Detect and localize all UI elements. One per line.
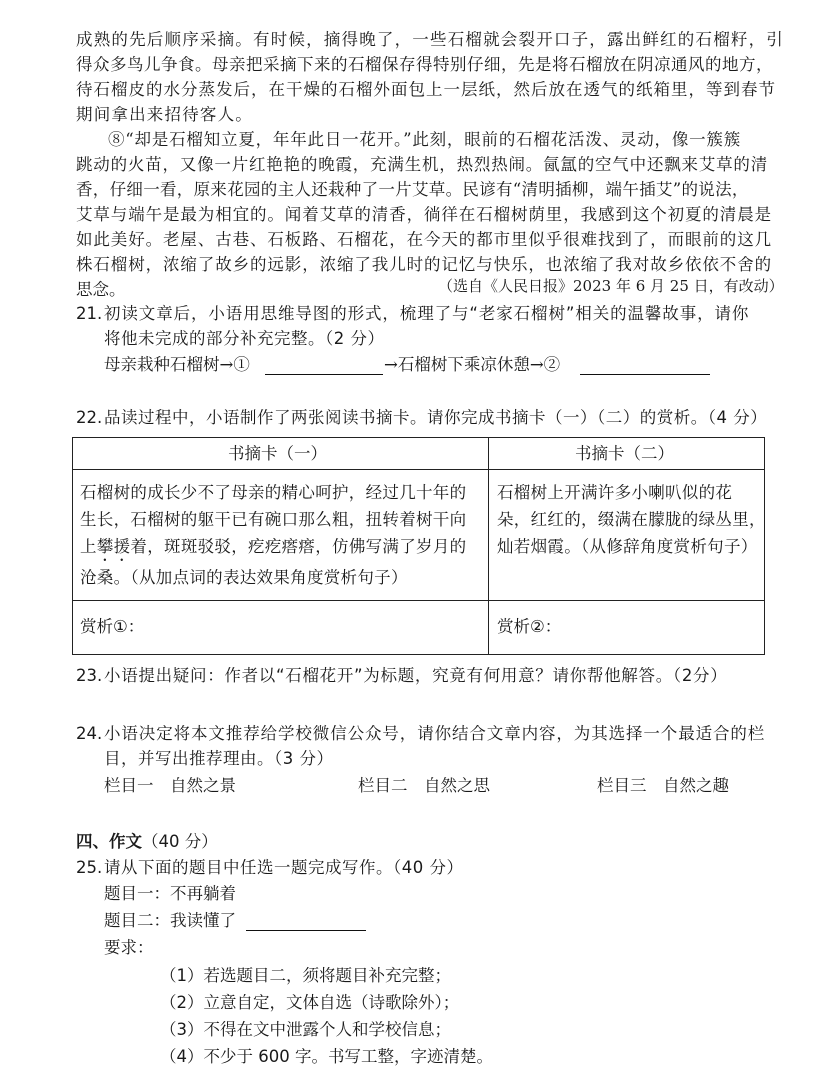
requirements-label: 要求： <box>104 938 154 957</box>
card1-header: 书摘卡（一） <box>228 444 327 463</box>
question-text: 小语提出疑问：作者以“石榴花开”为标题，究竟有何用意？请你帮他解答。（2分） <box>104 666 728 685</box>
answer-blank-2[interactable] <box>580 357 710 375</box>
question-number: 25. <box>76 858 103 877</box>
card2-text: 灿若烟霞。（从修辞角度赏析句子） <box>497 537 758 556</box>
card1-text <box>80 535 466 565</box>
card2-text: 朵，红红的，缀满在朦胧的绿丛里， <box>497 510 766 529</box>
question-number: 24. <box>76 724 103 743</box>
question-text: 品读过程中，小语制作了两张阅读书摘卡。请你完成书摘卡（一）（二）的赏析。（4 分） <box>104 408 768 427</box>
source-citation: （选自《人民日报》2023 年 6 月 25 日，有改动） <box>438 277 784 295</box>
passage-line: 香，仔细一看，原来花园的主人还栽种了一片艾草。民谚有“清明插柳，端午插艾”的说法， <box>76 180 749 199</box>
answer-label-1[interactable]: 赏析①： <box>80 617 145 636</box>
card1-text: 石榴树的成长少不了母亲的精心呵护，经过几十年的 <box>80 483 467 502</box>
column-option-2[interactable]: 栏目二 自然之思 <box>358 776 490 795</box>
question-text: 将他未完成的部分补充完整。（2 分） <box>104 329 385 348</box>
requirement-item: （1）若选题目二，须将题目补充完整； <box>160 966 451 985</box>
card2-text: 石榴树上开满许多小喇叭似的花 <box>497 483 733 502</box>
requirement-item: （2）立意自定，文体自选（诗歌除外）； <box>160 993 460 1012</box>
answer-label-2[interactable]: 赏析②： <box>497 617 562 636</box>
section-score: （40 分） <box>142 832 218 851</box>
passage-line: 得众多鸟儿争食。母亲把采摘下来的石榴保存得特别仔细，先是将石榴放在阴凉通风的地方， <box>76 55 773 74</box>
essay-topic-1: 题目一：不再躺着 <box>104 884 236 903</box>
question-number: 21. <box>76 304 103 323</box>
card1-text: 沧桑。（从加点词的表达效果角度赏析句子） <box>80 568 408 587</box>
question-text: 目，并写出推荐理由。（3 分） <box>104 749 334 768</box>
flow-middle: →石榴树下乘凉休憩→② <box>384 355 561 374</box>
question-text: 请从下面的题目中任选一题完成写作。（40 分） <box>104 858 464 877</box>
section-title-text: 四、作文 <box>76 832 142 851</box>
passage-line: 待石榴皮的水分蒸发后，在干燥的石榴外面包上一层纸，然后放在透气的纸箱里，等到春节 <box>76 80 776 99</box>
passage-line: 期间拿出来招待客人。 <box>76 105 253 124</box>
flow-start: 母亲栽种石榴树→① <box>104 355 250 374</box>
answer-blank-1[interactable] <box>265 357 383 375</box>
column-option-3[interactable]: 栏目三 自然之趣 <box>597 776 729 795</box>
question-text: 初读文章后，小语用思维导图的形式，梳理了与“老家石榴树”相关的温馨故事，请你 <box>104 304 750 323</box>
requirement-item: （3）不得在文中泄露个人和学校信息； <box>160 1020 451 1039</box>
passage-line: 跳动的火苗，又像一片红艳艳的晚霞，充满生机，热烈热闹。氤氲的空气中还飘来艾草的清 <box>76 155 768 174</box>
passage-line: 成熟的先后顺序采摘。有时候，摘得晚了，一些石榴就会裂开口子，露出鲜红的石榴籽，引 <box>76 30 784 49</box>
question-text: 小语决定将本文推荐给学校微信公众号，请你结合文章内容，为其选择一个最适合的栏 <box>104 724 766 743</box>
column-option-1[interactable]: 栏目一 自然之景 <box>104 776 236 795</box>
passage-line: 如此美好。老屋、古巷、石板路、石榴花，在今天的都市里似乎很难找到了，而眼前的这几 <box>76 230 772 249</box>
table-divider <box>72 600 765 601</box>
question-number: 23. <box>76 666 103 685</box>
passage-line: 思念。 <box>76 280 126 299</box>
question-number: 22. <box>76 408 103 427</box>
card1-text: 生长，石榴树的躯干已有碗口那么粗，扭转着树干向 <box>80 510 467 529</box>
emphasized-word: 攀援 <box>96 537 131 556</box>
card1-text-part: 上 <box>80 537 97 556</box>
requirement-item: （4）不少于 600 字。书写工整，字迹清楚。 <box>160 1047 493 1066</box>
passage-line: 株石榴树，浓缩了故乡的远影，浓缩了我儿时的记忆与快乐，也浓缩了我对故乡依依不舍的 <box>76 255 772 274</box>
table-divider <box>72 469 765 470</box>
essay-topic-2: 题目二：我读懂了 <box>104 911 236 930</box>
passage-line: ⑧“却是石榴知立夏，年年此日一花开。”此刻，眼前的石榴花活泼、灵动，像一簇簇 <box>108 130 742 149</box>
passage-line: 艾草与端午是最为相宜的。闻着艾草的清香，徜徉在石榴树荫里，我感到这个初夏的清晨是 <box>76 205 772 224</box>
topic-blank[interactable] <box>246 913 366 931</box>
card1-text-part: 着，斑斑驳驳，疙疙瘩瘩，仿佛写满了岁月的 <box>130 537 467 556</box>
card2-header: 书摘卡（二） <box>575 444 674 463</box>
section-title <box>76 830 218 854</box>
